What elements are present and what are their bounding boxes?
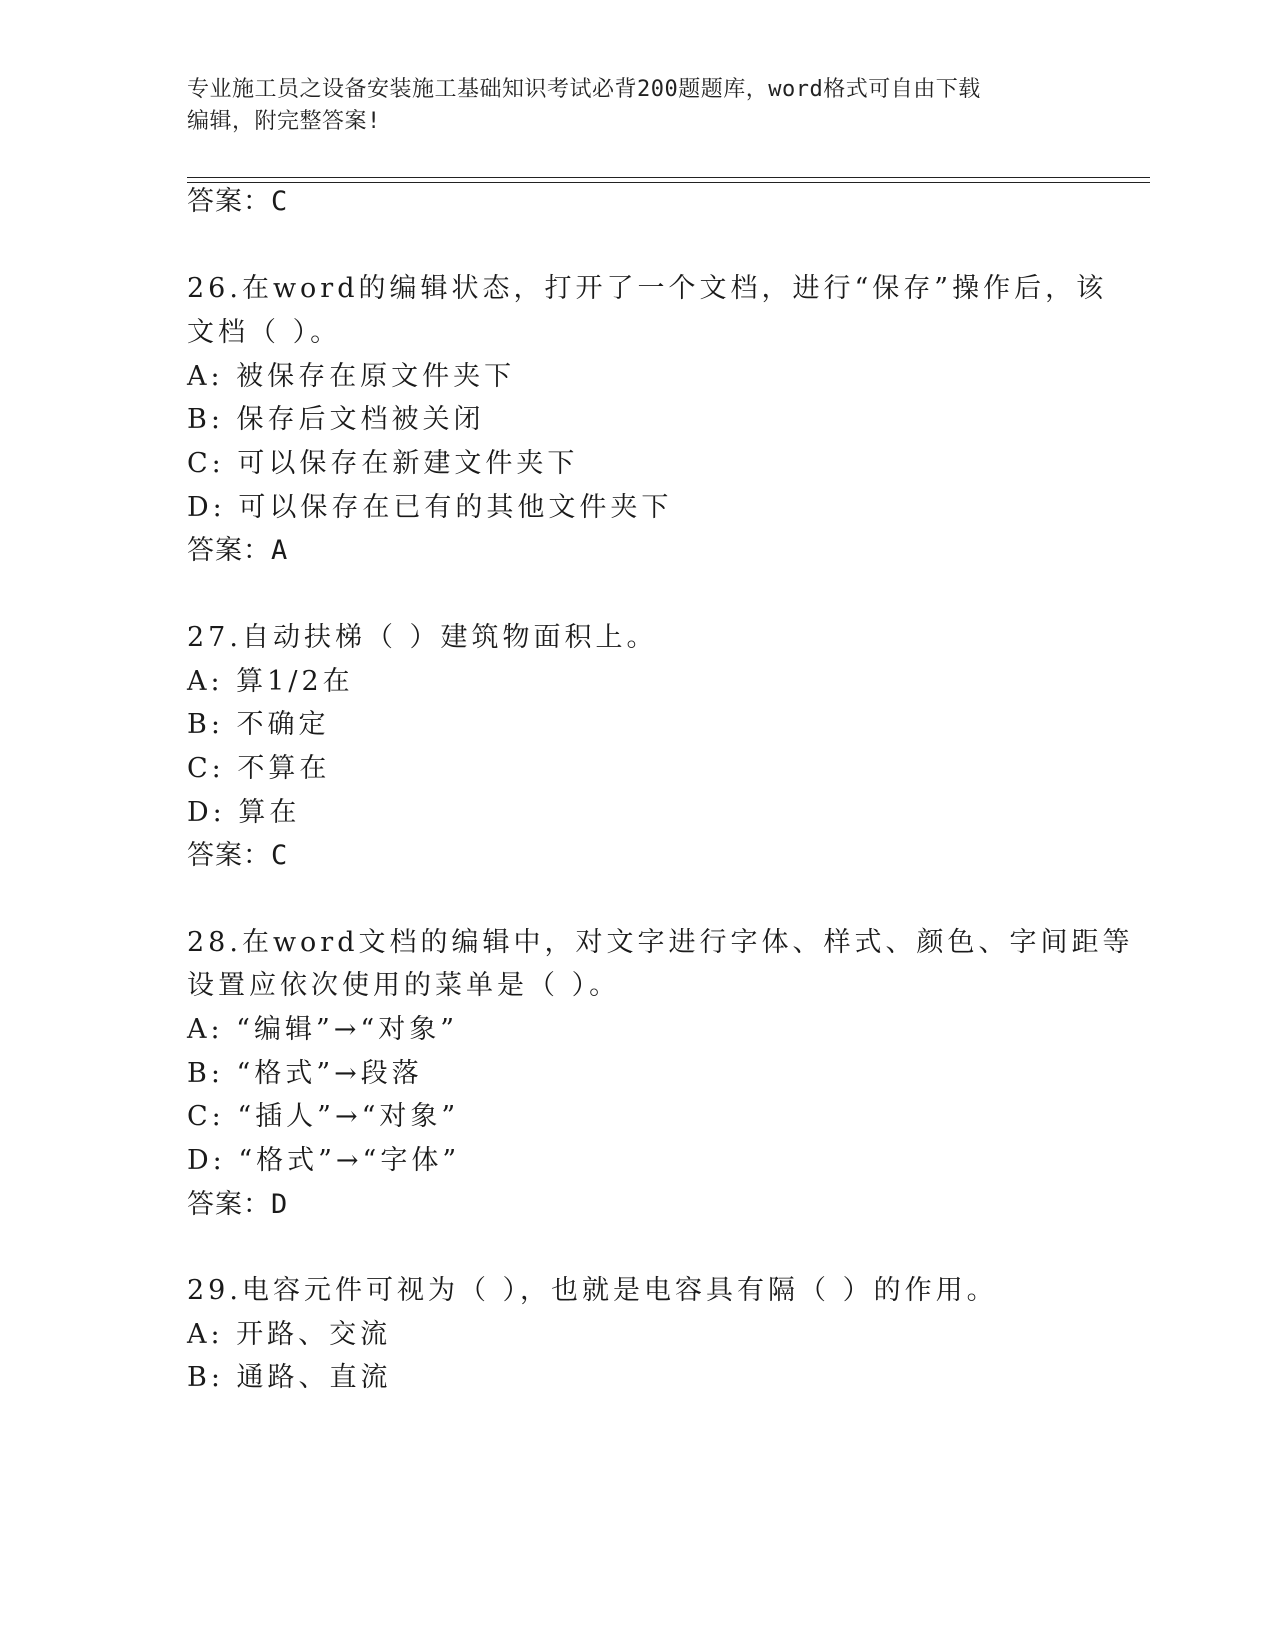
question-28-answer (187, 1187, 288, 1223)
answer-label: 答案： (187, 535, 271, 566)
question-26-stem-line-1: 26.在word的编辑状态，打开了一个文档，进行“保存”操作后，该 (187, 273, 1108, 304)
prev-answer (187, 184, 288, 220)
question-28-option-b: B: “格式”→段落 (187, 1058, 423, 1089)
question-28-option-c: C: “插人”→“对象” (187, 1101, 460, 1132)
question-26-option-d: D: 可以保存在已有的其他文件夹下 (187, 492, 673, 523)
question-29-option-a: A: 开路、交流 (187, 1319, 392, 1350)
question-26-answer (187, 533, 288, 569)
header-line-1: 专业施工员之设备安装施工基础知识考试必背200题题库，word格式可自由下载 (187, 77, 981, 102)
question-26-stem-line-2: 文档（ ）。 (187, 317, 342, 348)
question-27-option-b: B: 不确定 (187, 709, 330, 740)
question-26-option-b: B: 保存后文档被关闭 (187, 404, 485, 435)
question-28-option-a: A: “编辑”→“对象” (187, 1014, 459, 1045)
question-28-stem-line-1: 28.在word文档的编辑中，对文字进行字体、样式、颜色、字间距等 (187, 927, 1134, 958)
question-27-option-a: A: 算1/2在 (187, 666, 354, 697)
question-27-option-d: D: 算在 (187, 797, 301, 828)
header-divider-top (187, 177, 1150, 178)
answer-value: C (271, 186, 289, 217)
question-29-option-b: B: 通路、直流 (187, 1362, 392, 1393)
answer-label: 答案： (187, 1189, 271, 1220)
question-29-stem-line-1: 29.电容元件可视为（ ），也就是电容具有隔（ ）的作用。 (187, 1275, 998, 1306)
answer-value: C (271, 840, 289, 871)
answer-label: 答案： (187, 186, 271, 217)
question-28-option-d: D: “格式”→“字体” (187, 1145, 461, 1176)
question-27-stem-line-1: 27.自动扶梯（ ）建筑物面积上。 (187, 622, 658, 653)
answer-label: 答案： (187, 840, 271, 871)
question-26-option-a: A: 被保存在原文件夹下 (187, 361, 516, 392)
answer-value: D (271, 1189, 289, 1220)
question-27-answer (187, 838, 288, 874)
answer-value: A (271, 535, 289, 566)
question-26-option-c: C: 可以保存在新建文件夹下 (187, 448, 579, 479)
document-header (187, 74, 1067, 138)
header-divider-bottom (187, 182, 1150, 183)
question-27-option-c: C: 不算在 (187, 753, 331, 784)
question-28-stem-line-2: 设置应依次使用的菜单是（ ）。 (187, 970, 621, 1001)
header-line-2: 编辑，附完整答案! (187, 109, 381, 134)
